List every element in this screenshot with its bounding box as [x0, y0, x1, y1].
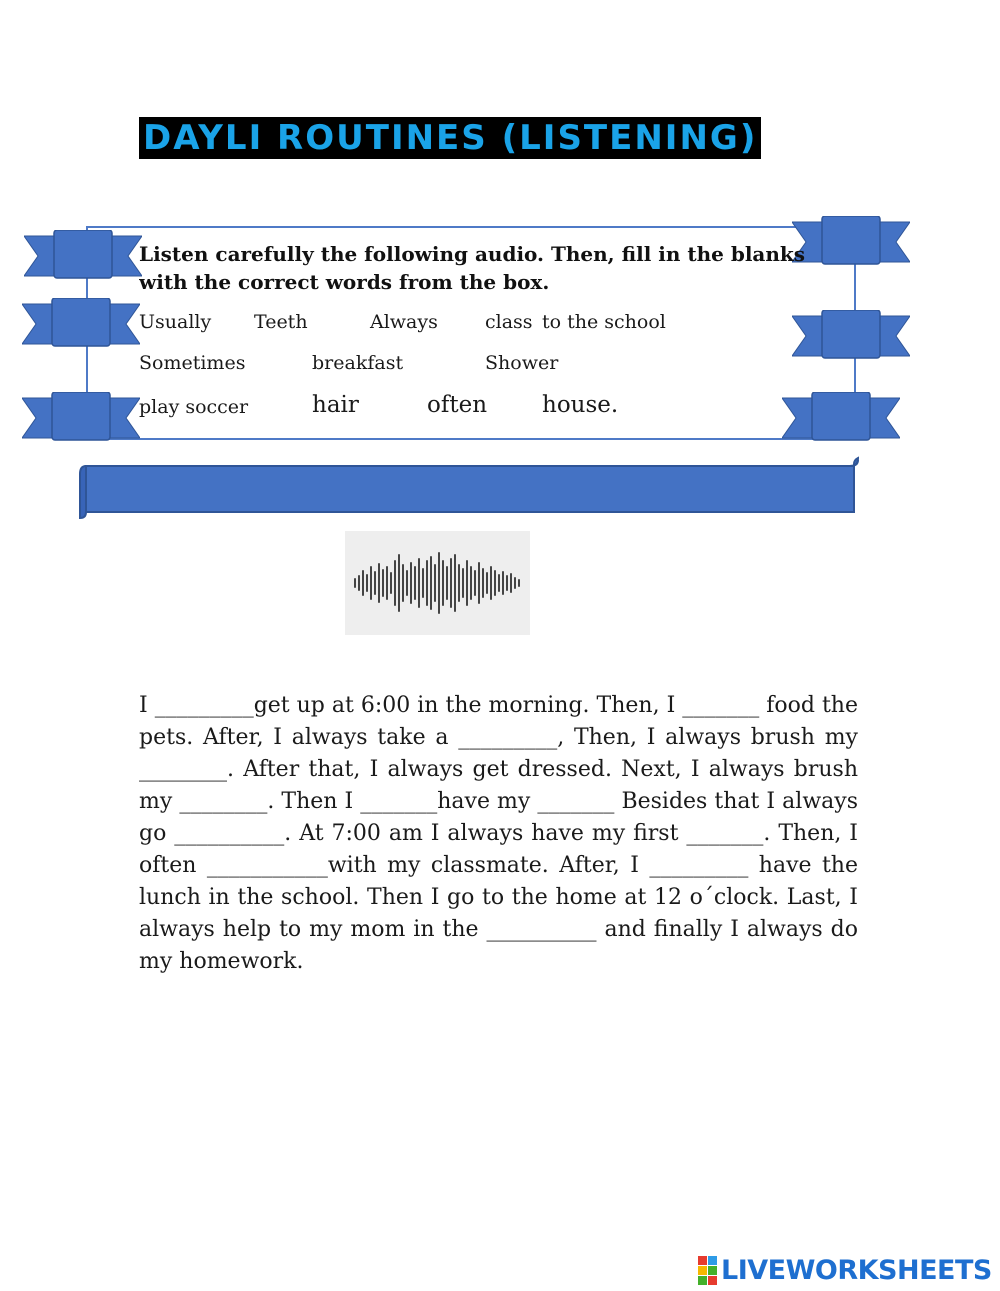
- word-sometimes: Sometimes: [139, 352, 246, 374]
- word-hair: hair: [312, 392, 359, 418]
- ribbon-left-2-icon: [22, 298, 140, 354]
- sound-wave-icon: [345, 531, 530, 635]
- word-to-the-school: to the school: [542, 311, 666, 333]
- word-teeth: Teeth: [254, 311, 308, 333]
- ribbon-left-3-icon: [22, 392, 140, 448]
- logo-text: LIVEWORKSHEETS: [721, 1254, 992, 1286]
- ribbon-right-3-icon: [782, 392, 900, 448]
- word-often: often: [427, 392, 488, 418]
- word-always: Always: [370, 311, 438, 333]
- word-house: house.: [542, 392, 619, 418]
- logo-mark-icon: [698, 1256, 717, 1285]
- word-play-soccer: play soccer: [139, 396, 249, 418]
- ribbon-right-2-icon: [792, 310, 910, 366]
- fill-in-paragraph: I _________get up at 6:00 in the morning. Then, I _______ food the pets. After, I always take a _________, Then, I always brush my ________. After that, I always get dressed. Next, I always brush my ________. Then I _______have my _______ Besides that I always go __________. At 7:00 am I always have my first _______. Then, I often ___________with my classmate. After, I _________ have the lunch in the school. Then I go to the home at 12 o´clock. Last, I always help to my mom in the __________ and finally I always do my homework.: [139, 693, 858, 974]
- word-class: class: [485, 311, 533, 333]
- worksheet-title: DAYLI ROUTINES (LISTENING): [139, 117, 761, 159]
- word-breakfast: breakfast: [312, 352, 404, 374]
- ribbon-left-1-icon: [24, 230, 142, 286]
- word-shower: Shower: [485, 352, 559, 374]
- word-usually: Usually: [139, 311, 212, 333]
- instructions-text: Listen carefully the following audio. Then, fill in the blanks with the correct words from the box.: [139, 242, 806, 294]
- liveworksheets-logo: [698, 1255, 992, 1285]
- scroll-banner-icon: [78, 456, 860, 524]
- audio-player[interactable]: [345, 531, 530, 635]
